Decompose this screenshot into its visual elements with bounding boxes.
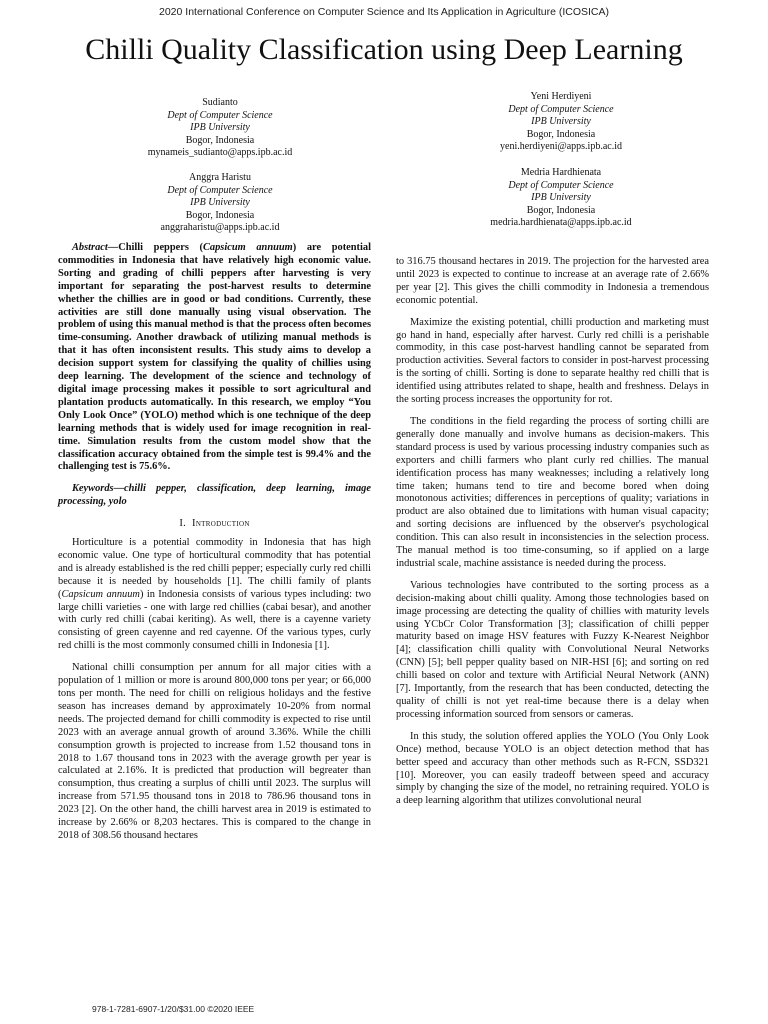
paragraph: The conditions in the field regarding the process of sorting chilli are generally done manually and involve humans as decision-makers. This standard process is used by various processing industry companies such as exporters and chilli farmers who plant curly red chillies. The manual identification process has many weaknesses; including a relatively long time taken; humans tend to tire and become bored when doing monotonous activities; differences in perceptions of quality; variations in product are also obtained due to limitations with human visual capacity; and sorting decisions are influenced by the observer's psychological condition. This can also result in inconsistencies in the selection process. The manual method is too time-consuming, so if applied on a large industrial scale, machine assistance is needed during the process. [396, 415, 709, 569]
paragraph-continued: to 316.75 thousand hectares in 2019. The projection for the harvested area until 2023 is expected to continue to increase at an average rate of 2.66% per year [2]. This gives the chilli commodity in Indonesia a tremendous economic potential. [396, 256, 709, 306]
author-university: IPB University [190, 122, 250, 133]
author-dept: Dept of Computer Science [167, 109, 273, 121]
paragraph-text: ) in Indonesia consists of various types including: two large chilli varieties - one with large red chillies (cabai besar), and another with curly red chilli (cabai keriting). As well, there is a cayenne variety consisting of green cayenne and red cayenne. Of the various types, curly red chilli is the most commonly consumed chilli in Indonesia [1]. [58, 588, 372, 652]
abstract-text: Chilli peppers ( [118, 242, 203, 253]
keywords: Keywords—chilli pepper, classification, deep learning, image processing, yolo [58, 483, 371, 508]
author-email: medria.hardhienata@apps.ipb.ac.id [490, 217, 632, 228]
paragraph-text: Horticulture is a potential commodity in Indonesia that has high economic value. One type of horticultural commodity that has potential and is already established is the red chilli pepper; especially curly red chilli because it is needed by households [1]. The chilli family of plants ( [58, 537, 371, 600]
paragraph [58, 537, 371, 653]
left-column [58, 242, 371, 852]
author-block-1 [100, 97, 340, 160]
author-university: IPB University [190, 197, 250, 208]
conference-header: 2020 International Conference on Computer Science and Its Application in Agriculture (ICOSICA) [159, 6, 609, 18]
abstract [58, 242, 371, 474]
author-dept: Dept of Computer Science [508, 179, 614, 191]
author-block-2 [100, 172, 340, 235]
author-city: Bogor, Indonesia [526, 204, 596, 216]
right-column [396, 256, 709, 817]
abstract-text: ) are potential commodities in Indonesia that have relatively high economic value. Sorting and grading of chilli peppers after harvesting is very important for separating the post-harvest results to determine whether the chillies are in good or bad conditions. Currently, these activities are still done manually using visual observation. The problem of using this manual method is that the process often becomes time-consuming. Another drawback of utilizing manual methods is that it has often inconsistent results. This study aims to develop a decision support system for classifying the quality of chillies using deep learning. The development of the science and technology of digital image processing makes it possible to sort agricultural and plantation products automatically. In this research, we employ “You Only Look Once” (YOLO) method which is one technique of the deep learning methods that is widely used for image recognition in real-time. Simulation results from the custom model show that the classification accuracy obtained from the simple test is 99.4% and the challenging test is 75.6%. [58, 242, 371, 473]
author-name: Yeni Herdiyeni [530, 91, 592, 102]
author-block-4 [441, 167, 681, 230]
paragraph: National chilli consumption per annum for all major cities with a population of 1 million or more is around 800,000 tons per year; or 66,000 tons per month. The need for chilli on religious holidays and the festive season has increases demand by approximately 10-20% from normal needs. The projected demand for chilli commodity is expected to rise until 2023 with an average annual growth of around 3.36%. While the chilli consumption growth is projected to increase from 1.52 thousand tons in 2018 to 1.67 thousand tons in 2023 with the average growth per year is calculated at 2.16%. It is predicted that production will begreater than consumption, thus creating a surplus of chilli until 2023. The surplus will increase from 571.95 thousand tons in 2018 to 786.96 thousand tons in 2023 [2]. On the other hand, the chilli harvest area in 2019 is estimated to increase by 2.66% or 8,203 hectares. This is compared to the change in 2018 of 308.56 thousand hectares [58, 662, 371, 841]
author-block-3 [441, 91, 681, 154]
section-title: Introduction [192, 518, 250, 530]
author-email: mynameis_sudianto@apps.ipb.ac.id [147, 147, 293, 158]
abstract-label: Abstract— [72, 242, 119, 253]
section-heading [58, 518, 371, 531]
author-university: IPB University [531, 192, 591, 203]
section-number: I. [179, 518, 187, 530]
author-name: Anggra Haristu [189, 172, 251, 183]
author-university: IPB University [531, 116, 591, 127]
abstract-species: Capsicum annuum [202, 242, 293, 253]
author-name: Sudianto [202, 97, 238, 108]
author-dept: Dept of Computer Science [167, 184, 273, 196]
author-city: Bogor, Indonesia [185, 134, 255, 146]
paragraph: Various technologies have contributed to the sorting process as a decision-making about chilli quality. Among those technologies based on image processing are detecting the quality of chillies with maturity levels using YCbCr Color Transformation [3]; classification of chilli pepper maturity based on image HSV features with Fuzzy K-Nearest Neighbor [4]; classification chilli quality with Convolutional Neural Networks (CNN) [5]; bell pepper quality based on NIR-HSI [6]; and sorting on red chilli based on color and texture with Artificial Neural Network (ANN) [7]. Importantly, from the research that has been conducted, detecting the quality of chilli is not yet real-time because there is a delay when processing information sourced from sensors or cameras. [396, 579, 709, 720]
author-dept: Dept of Computer Science [508, 103, 614, 115]
copyright-footer: 978-1-7281-6907-1/20/$31.00 ©2020 IEEE [92, 1004, 255, 1014]
author-city: Bogor, Indonesia [185, 209, 255, 221]
paragraph: In this study, the solution offered applies the YOLO (You Only Look Once) method, because YOLO is an object detection method that has better speed and accuracy than other methods such as R-FCN, SSD321 [10]. Moreover, you can easily tradeoff between speed and accuracy simply by changing the size of the model, no retraining required. YOLO is a deep learning algorithm that utilizes convolutional neural [396, 730, 709, 807]
author-email: anggraharistu@apps.ipb.ac.id [160, 222, 280, 233]
paragraph-species: Capsicum annuum [61, 588, 140, 600]
paper-title: Chilli Quality Classification using Deep Learning [85, 33, 683, 66]
author-city: Bogor, Indonesia [526, 128, 596, 140]
paragraph: Maximize the existing potential, chilli production and marketing must go hand in hand, especially after harvest. Curly red chilli is a perishable commodity, in this case post-harvest handling cannot be separated from production activities. Several factors to consider in post-harvest processing is the sorting of chilli. Sorting is done to separate healthy red chilli that is identified using attributes related to shape, health and freshness. Delays in the sorting process increases the opportunity for rot. [396, 316, 709, 406]
author-email: yeni.herdiyeni@apps.ipb.ac.id [500, 141, 622, 152]
author-name: Medria Hardhienata [520, 167, 602, 178]
